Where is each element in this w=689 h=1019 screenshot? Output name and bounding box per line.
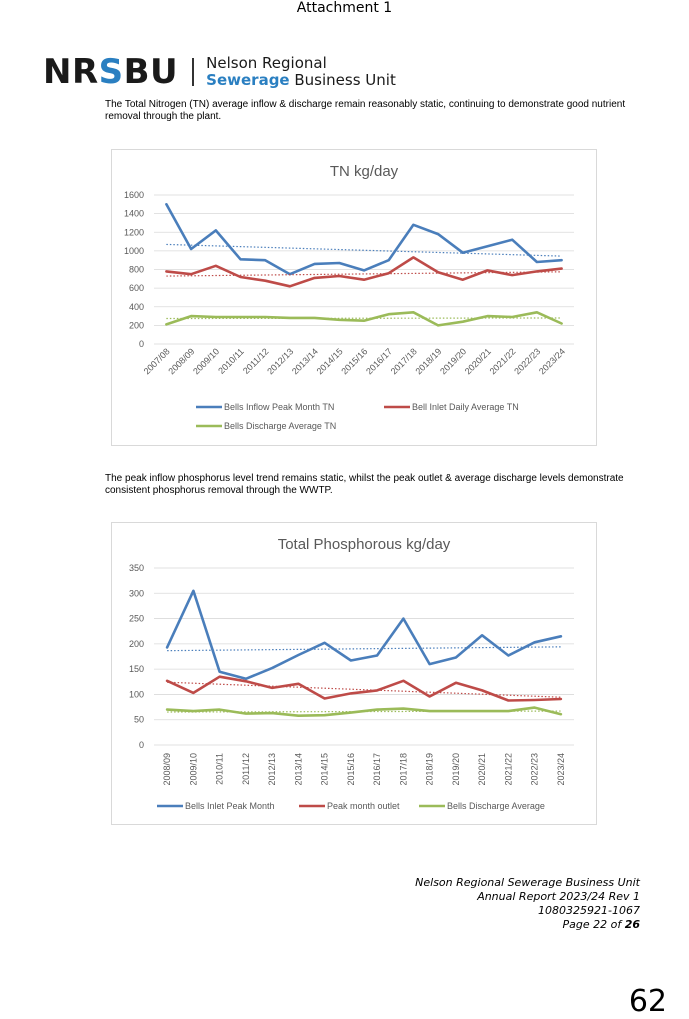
legend-entry: Bells Inflow Peak Month TN: [224, 402, 334, 412]
series-line: [167, 591, 561, 679]
logo-abbreviation: NRSBU: [43, 52, 178, 92]
y-tick-label: 600: [129, 283, 144, 293]
y-tick-label: 200: [129, 639, 144, 649]
x-tick-label: 2019/20: [438, 346, 468, 376]
y-tick-label: 300: [129, 588, 144, 598]
series-line: [166, 204, 561, 274]
x-tick-label: 2014/15: [315, 346, 345, 376]
x-tick-label: 2013/14: [290, 346, 320, 376]
y-tick-label: 100: [129, 689, 144, 699]
report-footer: Nelson Regional Sewerage Business Unit Annual Report 2023/24 Rev 1 1080325921-1067 Page 22 of 26: [415, 876, 640, 932]
x-tick-label: 2012/13: [265, 346, 295, 376]
x-tick-label: 2021/22: [488, 346, 518, 376]
x-tick-label: 2015/16: [346, 753, 356, 786]
trendline: [167, 682, 561, 697]
y-tick-label: 1400: [124, 209, 144, 219]
logo-name: Nelson Regional Sewerage Business Unit: [206, 55, 396, 89]
x-tick-label: 2011/12: [241, 753, 251, 785]
x-tick-label: 2023/24: [537, 346, 567, 376]
x-tick-label: 2020/21: [477, 753, 487, 786]
x-tick-label: 2020/21: [463, 346, 493, 376]
x-tick-label: 2022/23: [530, 753, 540, 786]
x-tick-label: 2017/18: [398, 753, 408, 786]
legend-entry: Bells Discharge Average TN: [224, 421, 336, 431]
attachment-label: Attachment 1: [0, 0, 689, 16]
y-tick-label: 1000: [124, 246, 144, 256]
x-tick-label: 2008/09: [166, 346, 196, 376]
y-tick-label: 200: [129, 320, 144, 330]
x-tick-label: 2009/10: [191, 346, 221, 376]
x-tick-label: 2019/20: [451, 753, 461, 786]
x-tick-label: 2021/22: [503, 753, 513, 786]
y-tick-label: 1200: [124, 227, 144, 237]
x-tick-label: 2008/09: [162, 753, 172, 786]
x-tick-label: 2010/11: [216, 346, 246, 376]
legend-entry: Peak month outlet: [327, 801, 400, 811]
trendline: [166, 244, 561, 256]
x-tick-label: 2016/17: [372, 753, 382, 786]
y-tick-label: 400: [129, 302, 144, 312]
y-tick-label: 350: [129, 563, 144, 573]
tn-paragraph: The Total Nitrogen (TN) average inflow & discharge remain reasonably static, continuing to demonstrate good nutrient removal through the plant.: [105, 99, 650, 123]
chart-title: TN kg/day: [330, 163, 399, 180]
y-tick-label: 150: [129, 664, 144, 674]
tp-chart-svg: [112, 523, 596, 824]
x-tick-label: 2022/23: [512, 346, 542, 376]
y-tick-label: 1600: [124, 190, 144, 200]
page-number: 62: [629, 984, 667, 1019]
x-tick-label: 2018/19: [425, 753, 435, 786]
x-tick-label: 2010/11: [215, 753, 225, 785]
tp-chart: [111, 522, 597, 825]
x-tick-label: 2015/16: [339, 346, 369, 376]
logo-divider: [192, 58, 194, 86]
x-tick-label: 2017/18: [389, 346, 419, 376]
legend-entry: Bells Discharge Average: [447, 801, 545, 811]
x-tick-label: 2013/14: [293, 753, 303, 786]
x-tick-label: 2014/15: [320, 753, 330, 786]
chart-title: Total Phosphorous kg/day: [278, 536, 451, 553]
x-tick-label: 2007/08: [142, 346, 172, 376]
y-tick-label: 800: [129, 265, 144, 275]
x-tick-label: 2018/19: [413, 346, 443, 376]
legend-entry: Bell Inlet Daily Average TN: [412, 402, 519, 412]
tn-chart-svg: [112, 150, 596, 445]
x-tick-label: 2023/24: [556, 753, 566, 786]
tn-chart: [111, 149, 597, 446]
x-tick-label: 2009/10: [188, 753, 198, 786]
series-line: [166, 257, 561, 286]
series-line: [167, 677, 561, 701]
y-tick-label: 0: [139, 339, 144, 349]
series-line: [167, 708, 561, 716]
y-tick-label: 50: [134, 715, 144, 725]
y-tick-label: 0: [139, 740, 144, 750]
tp-paragraph: The peak inflow phosphorus level trend remains static, whilst the peak outlet & average discharge levels demonstrate consistent phosphorus removal through the WWTP.: [105, 473, 650, 497]
series-line: [166, 312, 561, 325]
nrsbu-logo: [43, 52, 396, 92]
y-tick-label: 250: [129, 614, 144, 624]
x-tick-label: 2011/12: [241, 346, 271, 376]
x-tick-label: 2016/17: [364, 346, 394, 376]
legend-entry: Bells Inlet Peak Month: [185, 801, 275, 811]
x-tick-label: 2012/13: [267, 753, 277, 786]
